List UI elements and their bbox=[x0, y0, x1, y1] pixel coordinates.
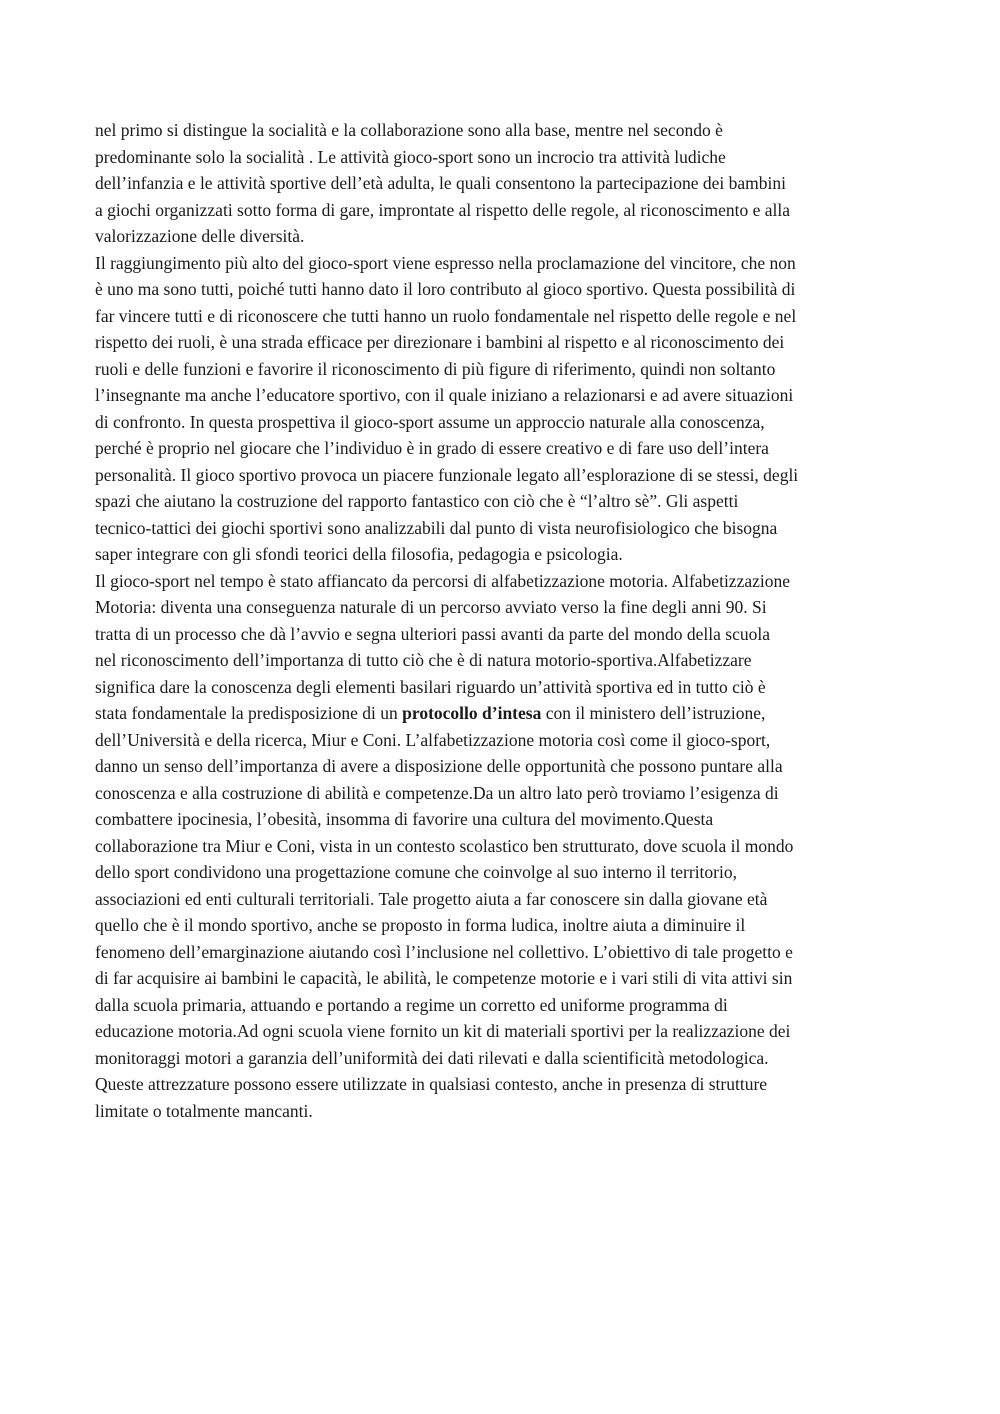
text-line: conoscenza e alla costruzione di abilità e competenze.Da un altro lato però troviamo l’esigenza di bbox=[95, 782, 779, 803]
text-line: valorizzazione delle diversità. bbox=[95, 226, 305, 246]
text-line: saper integrare con gli sfondi teorici della filosofia, pedagogia e psicologia. bbox=[95, 544, 623, 564]
text-line: ruoli e delle funzioni e favorire il riconoscimento di più figure di riferimento, quindi non soltanto bbox=[95, 358, 776, 379]
text-line: è uno ma sono tutti, poiché tutti hanno dato il loro contributo al gioco sportivo. Questa possibilità di bbox=[95, 279, 796, 299]
text-line: di confronto. In questa prospettiva il gioco-sport assume un approccio naturale alla conoscenza, bbox=[95, 411, 765, 432]
text-line: dell’infanzia e le attività sportive dell’età adulta, le quali consentono la partecipazione dei bambini bbox=[95, 173, 786, 193]
text-segment: con il ministero dell’istruzione, bbox=[541, 703, 766, 723]
text-line: Motoria: diventa una conseguenza naturale di un percorso avviato verso la fine degli anni 90. Si bbox=[95, 597, 767, 617]
text-line: Il raggiungimento più alto del gioco-sport viene espresso nella proclamazione del vincitore, che non bbox=[95, 252, 796, 273]
text-line: Il gioco-sport nel tempo è stato affiancato da percorsi di alfabetizzazione motoria. Alfabetizzazione bbox=[95, 570, 791, 591]
text-line: educazione motoria.Ad ogni scuola viene fornito un kit di materiali sportivi per la realizzazione dei bbox=[95, 1021, 791, 1041]
text-line: tratta di un processo che dà l’avvio e segna ulteriori passi avanti da parte del mondo della scuola bbox=[95, 623, 770, 644]
text-line: personalità. Il gioco sportivo provoca un piacere funzionale legato all’esplorazione di se stessi, degli bbox=[95, 464, 799, 485]
text-line: dalla scuola primaria, attuando e portando a regime un corretto ed uniforme programma di bbox=[95, 994, 728, 1015]
text-line: rispetto dei ruoli, è una strada efficace per direzionare i bambini al rispetto e al riconoscimento dei bbox=[95, 332, 785, 352]
text-line: far vincere tutti e di riconoscere che tutti hanno un ruolo fondamentale nel rispetto delle regole e nel bbox=[95, 305, 797, 326]
text-line: perché è proprio nel giocare che l’individuo è in grado di essere creativo e di fare uso dell’intera bbox=[95, 438, 769, 458]
text-line: collaborazione tra Miur e Coni, vista in un contesto scolastico ben strutturato, dove scuola il mondo bbox=[95, 835, 794, 856]
text-line: monitoraggi motori a garanzia dell’uniformità dei dati rilevati e dalla scientificità metodologica. bbox=[95, 1047, 769, 1068]
text-line: tecnico-tattici dei giochi sportivi sono analizzabili dal punto di vista neurofisiologico che bisogna bbox=[95, 517, 778, 538]
text-line: di far acquisire ai bambini le capacità, le abilità, le competenze motorie e i vari stili di vita attivi sin bbox=[95, 968, 793, 988]
bold-term-protocollo: protocollo d’intesa bbox=[402, 703, 542, 723]
text-line: limitate o totalmente mancanti. bbox=[95, 1100, 313, 1121]
text-line: combattere ipocinesia, l’obesità, insomma di favorire una cultura del movimento.Questa bbox=[95, 809, 714, 829]
text-line: danno un senso dell’importanza di avere a disposizione delle opportunità che possono puntare alla bbox=[95, 756, 783, 776]
text-line: nel primo si distingue la socialità e la collaborazione sono alla base, mentre nel secondo è bbox=[95, 120, 723, 140]
text-line: nel riconoscimento dell’importanza di tutto ciò che è di natura motorio-sportiva.Alfabetizzare bbox=[95, 650, 752, 670]
text-line: Queste attrezzature possono essere utilizzate in qualsiasi contesto, anche in presenza di strutture bbox=[95, 1074, 768, 1094]
text-line: quello che è il mondo sportivo, anche se proposto in forma ludica, inoltre aiuta a diminuire il bbox=[95, 915, 746, 935]
text-line: fenomeno dell’emarginazione aiutando così l’inclusione nel collettivo. L’obiettivo di tale progetto e bbox=[95, 941, 793, 962]
text-line: dell’Università e della ricerca, Miur e Coni. L’alfabetizzazione motoria così come il gioco-sport, bbox=[95, 729, 771, 750]
text-line-with-bold bbox=[95, 700, 910, 727]
text-line: a giochi organizzati sotto forma di gare, improntate al rispetto delle regole, al riconoscimento e alla bbox=[95, 199, 791, 220]
text-segment: stata fondamentale la predisposizione di un bbox=[95, 703, 403, 723]
text-line: spazi che aiutano la costruzione del rapporto fantastico con ciò che è “l’altro sè”. Gli aspetti bbox=[95, 491, 739, 511]
text-line: significa dare la conoscenza degli elementi basilari riguardo un’attività sportiva ed in tutto ciò è bbox=[95, 676, 766, 697]
body-text bbox=[95, 117, 910, 1124]
text-line: dello sport condividono una progettazione comune che coinvolge al suo interno il territorio, bbox=[95, 862, 737, 882]
text-line: associazioni ed enti culturali territoriali. Tale progetto aiuta a far conoscere sin dalla giovane età bbox=[95, 888, 768, 909]
text-line: predominante solo la socialità . Le attività gioco-sport sono un incrocio tra attività ludiche bbox=[95, 146, 726, 167]
text-line: l’insegnante ma anche l’educatore sportivo, con il quale iniziano a relazionarsi e ad avere situazioni bbox=[95, 385, 794, 405]
